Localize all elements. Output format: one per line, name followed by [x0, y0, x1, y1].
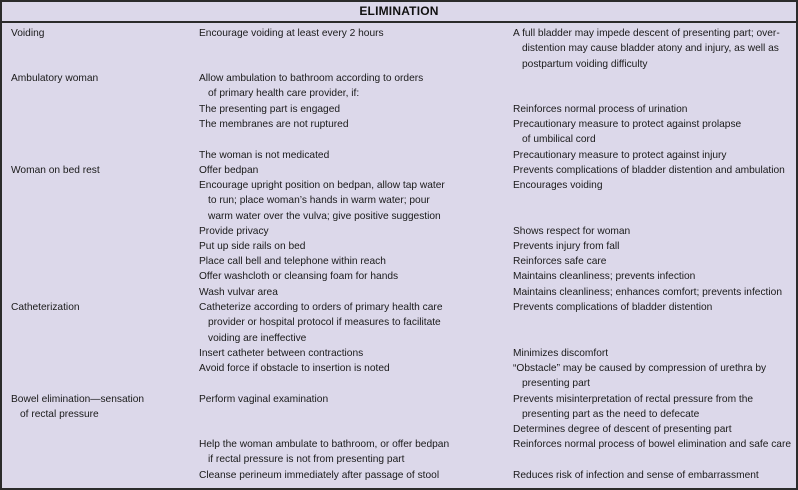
cell-c2-line: Offer washcloth or cleansing foam for hands: [199, 271, 399, 282]
cell-c2-line: Encourage upright position on bedpan, allow tap water: [199, 180, 445, 191]
cell-c2-line: Cleanse perineum immediately after passage of stool: [199, 470, 440, 481]
cell-c2-line: The membranes are not ruptured: [199, 119, 349, 130]
cell-c3-line: Reinforces normal process of bowel elimination and safe care: [513, 439, 792, 450]
cell-c1-line: Ambulatory woman: [11, 73, 99, 84]
cell-c3-line: Minimizes discomfort: [513, 348, 609, 359]
cell-c2-line: Put up side rails on bed: [199, 241, 306, 252]
cell-c3-line: Encourages voiding: [513, 180, 603, 191]
cell-c3-line: Reinforces safe care: [513, 256, 607, 267]
cell-c3-line: Prevents complications of bladder distention: [513, 302, 713, 313]
cell-c3-line: Reinforces normal process of urination: [513, 104, 688, 115]
cell-c2-line: warm water over the vulva; give positive suggestion: [208, 210, 441, 222]
cell-c2-line: of primary health care provider, if:: [208, 88, 360, 100]
cell-c1-line: Catheterization: [11, 302, 80, 313]
cell-c2-line: Encourage voiding at least every 2 hours: [199, 28, 384, 39]
cell-c2-line: to run; place woman’s hands in warm water; pour: [208, 195, 430, 207]
cell-c2-line: The woman is not medicated: [199, 150, 330, 161]
cell-c3-line: Maintains cleanliness; prevents infection: [513, 271, 696, 282]
cell-c3-line: Reduces risk of infection and sense of embarrassment: [513, 470, 759, 481]
cell-c2-line: The presenting part is engaged: [199, 104, 341, 115]
cell-c2-line: voiding are ineffective: [208, 332, 307, 344]
cell-c3-line: “Obstacle” may be caused by compression of urethra by: [513, 363, 767, 374]
cell-c3-line: presenting part as the need to defecate: [522, 409, 700, 421]
cell-c3-line: A full bladder may impede descent of presenting part; over-: [513, 28, 780, 39]
cell-c3-line: of umbilical cord: [522, 134, 596, 146]
cell-c2-line: Allow ambulation to bathroom according to orders: [199, 73, 424, 84]
table-title: ELIMINATION: [2, 0, 796, 23]
cell-c3-line: Prevents injury from fall: [513, 241, 620, 252]
cell-c3-line: Determines degree of descent of presenting part: [513, 424, 732, 435]
cell-c3-line: presenting part: [522, 378, 590, 390]
cell-c2-line: Provide privacy: [199, 226, 269, 237]
cell-c3-line: distention may cause bladder atony and injury, as well as: [522, 43, 779, 55]
cell-c1-line: Voiding: [11, 28, 45, 39]
cell-c3-line: Shows respect for woman: [513, 226, 631, 237]
cell-c3-line: Precautionary measure to protect against prolapse: [513, 119, 742, 130]
cell-c2-line: Place call bell and telephone within reach: [199, 256, 386, 267]
cell-c1-line: Woman on bed rest: [11, 165, 100, 176]
cell-c2-line: Help the woman ambulate to bathroom, or offer bedpan: [199, 439, 450, 450]
cell-c3-line: Maintains cleanliness; enhances comfort; prevents infection: [513, 287, 782, 298]
cell-c3-line: Prevents complications of bladder distention and ambulation: [513, 165, 785, 176]
cell-c3-line: Precautionary measure to protect against injury: [513, 150, 727, 161]
cell-c2-line: Perform vaginal examination: [199, 394, 329, 405]
cell-c2-line: provider or hospital protocol if measures to facilitate: [208, 317, 441, 329]
cell-c2-line: Avoid force if obstacle to insertion is noted: [199, 363, 390, 374]
cell-c2-line: Offer bedpan: [199, 165, 259, 176]
cell-c2-line: Insert catheter between contractions: [199, 348, 364, 359]
cell-c2-line: if rectal pressure is not from presenting part: [208, 454, 405, 466]
cell-c3-line: Prevents misinterpretation of rectal pressure from the: [513, 394, 754, 405]
cell-c1-line: of rectal pressure: [20, 409, 99, 421]
cell-c1-line: Bowel elimination—sensation: [11, 394, 145, 405]
cell-c2-line: Catheterize according to orders of primary health care: [199, 302, 443, 313]
cell-c3-line: postpartum voiding difficulty: [522, 58, 648, 70]
cell-c2-line: Wash vulvar area: [199, 287, 278, 298]
